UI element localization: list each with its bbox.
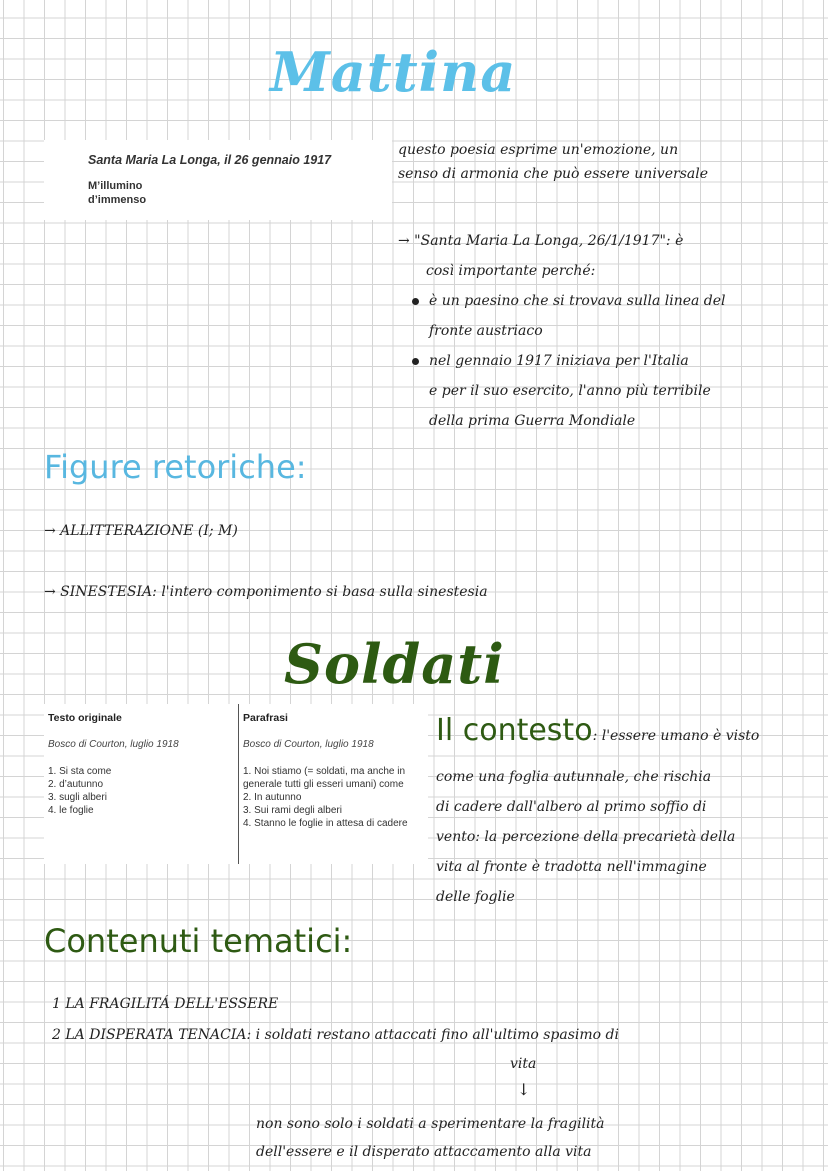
bullet-cont: della prima Guerra Mondiale xyxy=(429,413,636,429)
table-divider xyxy=(238,704,239,864)
context-line: di cadere dall'albero al primo soffio di xyxy=(436,799,707,815)
theme-continuation: vita xyxy=(510,1056,537,1072)
context-line: vento: la percezione della precarietà della xyxy=(436,829,736,845)
bullet-cont: fronte austriaco xyxy=(429,323,543,339)
list-item: 3. sugli alberi xyxy=(48,792,107,803)
note-line: questo poesia esprime un'emozione, un xyxy=(398,142,679,158)
conclusion-line: non sono solo i soldati a sperimentare la fragilità xyxy=(256,1116,605,1132)
page-title-soldati: Soldati xyxy=(284,632,505,696)
context-line: delle foglie xyxy=(436,889,515,905)
table-header: Testo originale xyxy=(48,712,122,724)
date-note-lead2: così importante perché: xyxy=(426,263,596,279)
table-header: Parafrasi xyxy=(243,712,288,724)
conclusion xyxy=(256,1110,605,1166)
soldati-table xyxy=(44,704,428,864)
list-item: 3. Sui rami degli alberi xyxy=(243,805,342,816)
list-item: generale tutti gli esseri umani) come xyxy=(243,779,404,790)
table-location: Bosco di Courton, luglio 1918 xyxy=(48,739,179,750)
poem-line: M’illumino xyxy=(88,180,143,192)
figure-item: → SINESTESIA: l'intero componimento si basa sulla sinestesia xyxy=(44,584,488,600)
poem-line: d’immenso xyxy=(88,194,147,206)
arrow-down-icon: ↓ xyxy=(517,1080,531,1099)
bullet-dot xyxy=(412,358,419,365)
date-note-lead: → "Santa Maria La Longa, 26/1/1917": è xyxy=(398,233,684,249)
poem-location: Santa Maria La Longa, il 26 gennaio 1917 xyxy=(88,153,332,167)
table-location: Bosco di Courton, luglio 1918 xyxy=(243,739,374,750)
context-line: : l'essere umano è visto xyxy=(592,728,760,744)
conclusion-line: dell'essere e il disperato attaccamento alla vita xyxy=(256,1144,592,1160)
context-block xyxy=(436,713,759,748)
poem-box-mattina xyxy=(44,140,392,220)
paraphrase-list xyxy=(243,765,428,830)
bullet-dot xyxy=(412,298,419,305)
context-heading: Il contesto xyxy=(436,713,593,748)
list-item: 1. Noi stiamo (= soldati, ma anche in xyxy=(243,766,406,777)
bullet-cont: e per il suo esercito, l'anno più terribile xyxy=(429,383,711,399)
context-line: come una foglia autunnale, che rischia xyxy=(436,769,712,785)
figures-heading: Figure retoriche: xyxy=(44,448,307,486)
page-title-mattina: Mattina xyxy=(270,40,517,104)
bullet-item: è un paesino che si trovava sulla linea del xyxy=(398,286,726,316)
note-line: senso di armonia che può essere universale xyxy=(398,166,708,182)
themes-heading: Contenuti tematici: xyxy=(44,922,353,960)
list-item: 4. Stanno le foglie in attesa di cadere xyxy=(243,818,408,829)
list-item: 1. Si sta come xyxy=(48,766,112,777)
figure-item: → ALLITTERAZIONE (I; M) xyxy=(44,523,238,539)
original-text-list xyxy=(48,765,111,817)
theme-item: 1 LA FRAGILITÁ DELL'ESSERE xyxy=(52,996,279,1012)
mattina-note xyxy=(398,138,708,186)
bullet-item: nel gennaio 1917 iniziava per l'Italia xyxy=(398,346,726,376)
theme-item: 2 LA DISPERATA TENACIA: i soldati restano attaccati fino all'ultimo spasimo di xyxy=(52,1027,619,1043)
date-note xyxy=(398,226,726,436)
context-text xyxy=(436,762,735,912)
context-line: vita al fronte è tradotta nell'immagine xyxy=(436,859,707,875)
list-item: 2. In autunno xyxy=(243,792,302,803)
list-item: 2. d’autunno xyxy=(48,779,104,790)
list-item: 4. le foglie xyxy=(48,805,94,816)
